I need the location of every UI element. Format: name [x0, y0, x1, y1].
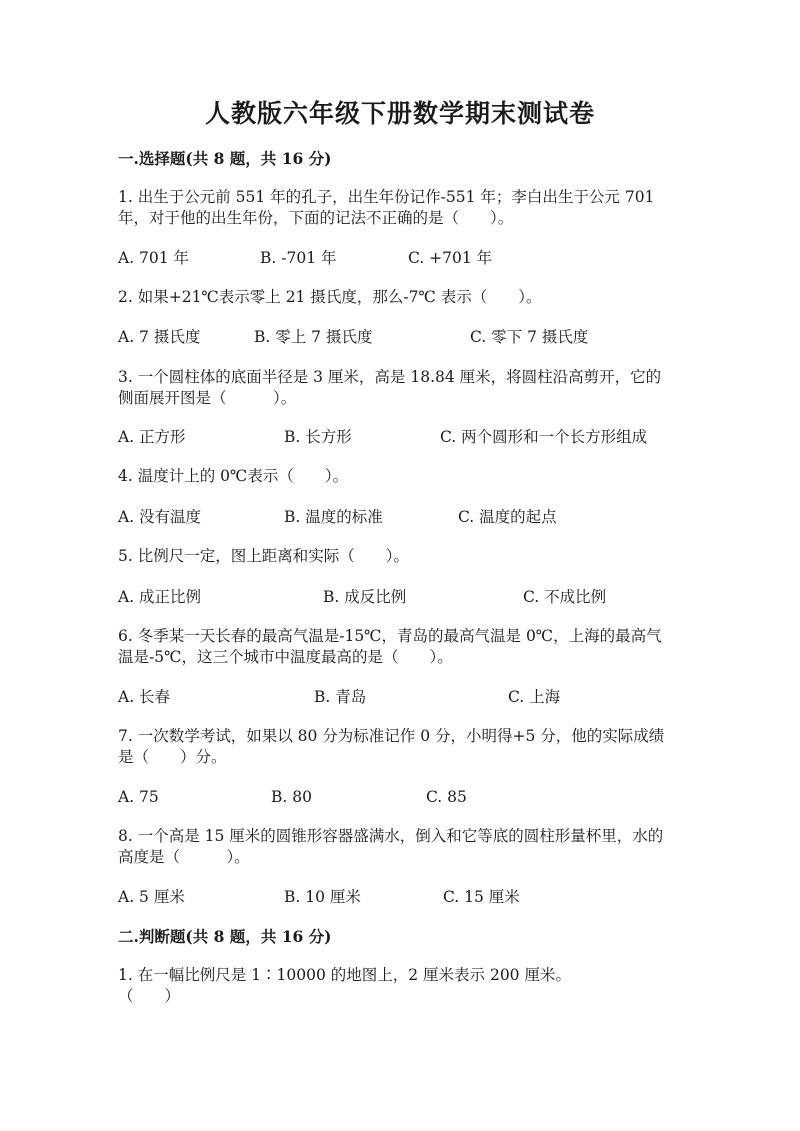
answer-option[interactable]: C. 不成比例 — [523, 588, 607, 606]
question-line: 是（ ）分。 — [118, 748, 227, 766]
answer-options — [118, 506, 718, 528]
question-text — [118, 466, 688, 487]
answer-option[interactable]: C. 85 — [426, 788, 467, 806]
question-line: 5. 比例尺一定，图上距离和实际（ ）。 — [118, 547, 409, 565]
question-line: 高度是（ ）。 — [118, 848, 250, 866]
answer-option[interactable]: A. 701 年 — [118, 249, 190, 267]
question-text — [118, 367, 688, 409]
answer-option[interactable]: A. 没有温度 — [118, 508, 202, 526]
answer-option[interactable]: A. 长春 — [118, 688, 171, 706]
answer-option[interactable]: A. 5 厘米 — [118, 888, 185, 906]
answer-option[interactable]: C. 上海 — [508, 688, 561, 706]
answer-option[interactable]: A. 75 — [118, 788, 159, 806]
answer-option[interactable]: C. +701 年 — [408, 249, 493, 267]
answer-options — [118, 686, 718, 708]
question-line: 4. 温度计上的 0℃表示（ ）。 — [118, 467, 349, 485]
question-line: （ ） — [118, 987, 181, 1005]
question-text — [118, 287, 688, 308]
question-text — [118, 626, 688, 668]
question-text — [118, 546, 688, 567]
question-line: 侧面展开图是（ ）。 — [118, 389, 297, 407]
question-line: 温是-5℃，这三个城市中温度最高的是（ ）。 — [118, 648, 453, 666]
answer-options — [118, 586, 718, 608]
answer-option[interactable]: A. 正方形 — [118, 428, 186, 446]
answer-option[interactable]: B. 成反比例 — [323, 588, 407, 606]
answer-options — [118, 786, 718, 808]
answer-option[interactable]: B. 青岛 — [314, 688, 367, 706]
question-line: 8. 一个高是 15 厘米的圆锥形容器盛满水，倒入和它等底的圆柱形量杯里，水的 — [118, 827, 664, 845]
answer-option[interactable]: B. -701 年 — [260, 249, 337, 267]
answer-options — [118, 247, 718, 269]
answer-options — [118, 426, 718, 448]
answer-option[interactable]: B. 长方形 — [284, 428, 352, 446]
question-line: 3. 一个圆柱体的底面半径是 3 厘米，高是 18.84 厘米，将圆柱沿高剪开，它的 — [118, 368, 662, 386]
question-line: 6. 冬季某一天长春的最高气温是-15℃，青岛的最高气温是 0℃，上海的最高气 — [118, 627, 662, 645]
answer-option[interactable]: C. 零下 7 摄氏度 — [470, 328, 589, 346]
answer-option[interactable]: B. 80 — [271, 788, 312, 806]
answer-option[interactable]: C. 温度的起点 — [458, 508, 557, 526]
answer-options — [118, 886, 718, 908]
answer-option[interactable]: A. 成正比例 — [118, 588, 202, 606]
answer-option[interactable]: B. 温度的标准 — [284, 508, 383, 526]
page-title: 人教版六年级下册数学期末测试卷 — [204, 99, 595, 128]
answer-option[interactable]: B. 零上 7 摄氏度 — [254, 328, 373, 346]
question-text — [118, 187, 688, 229]
question-line: 2. 如果+21℃表示零上 21 摄氏度，那么-7℃ 表示（ ）。 — [118, 288, 542, 306]
question-line: 7. 一次数学考试，如果以 80 分为标准记作 0 分，小明得+5 分，他的实际成绩 — [118, 727, 665, 745]
section-heading: 二.判断题(共 8 题，共 16 分) — [118, 927, 332, 946]
question-text — [118, 726, 688, 768]
section-heading: 一.选择题(共 8 题，共 16 分) — [118, 149, 332, 168]
answer-option[interactable]: C. 两个圆形和一个长方形组成 — [440, 428, 648, 446]
question-text — [118, 965, 688, 1007]
answer-option[interactable]: B. 10 厘米 — [284, 888, 361, 906]
answer-option[interactable]: A. 7 摄氏度 — [118, 328, 201, 346]
question-line: 1. 出生于公元前 551 年的孔子，出生年份记作-551 年；李白出生于公元 701 — [118, 188, 655, 206]
question-text — [118, 826, 688, 868]
question-line: 1. 在一幅比例尺是 1∶10000 的地图上，2 厘米表示 200 厘米。 — [118, 966, 571, 984]
answer-option[interactable]: C. 15 厘米 — [443, 888, 520, 906]
question-line: 年，对于他的出生年份，下面的记法不正确的是（ ）。 — [118, 209, 514, 227]
answer-options — [118, 326, 718, 348]
